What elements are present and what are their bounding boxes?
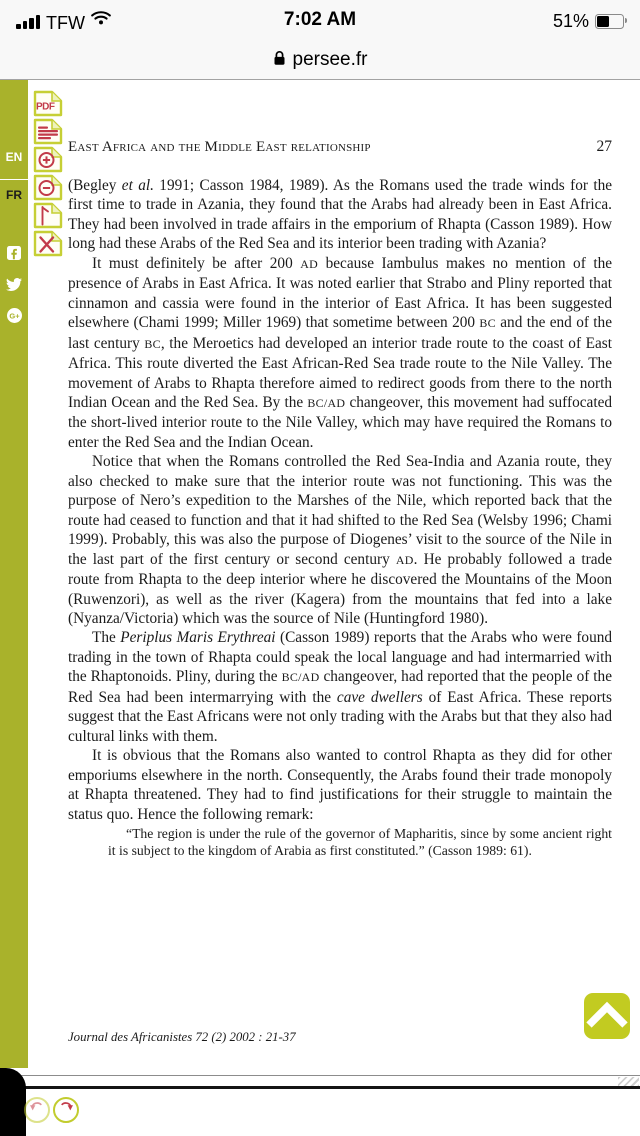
frame-divider (0, 1086, 640, 1089)
browser-chrome (0, 0, 640, 80)
zoom-out-button[interactable] (33, 174, 63, 201)
scroll-to-top-button[interactable] (584, 993, 630, 1039)
twitter-share-button[interactable] (0, 278, 28, 296)
wifi-icon (91, 10, 111, 32)
facebook-share-button[interactable] (0, 246, 28, 265)
paragraph: It must definitely be after 200 AD because Iambulus makes no mention of the presence of Arabs in East Africa. It was noted earlier that Strabo and Pliny reported that cinnamon and cassia were found in the interior of East Africa. It has been suggested elsewhere (Chami 1999; Miller 1969) that sometime between 200 BC and the end of the last century BC, the Meroetics had developed an interior trade route to the coast of East Africa. This route diverted the East African-Red Sea trade route to the Nile Valley. The movement of Arabs to Rhapta therefore aimed to redirect goods from there to the north Indian Ocean and the Red Sea. By the BC/AD changeover, this movement had suffocated the short-lived interior route to the Nile Valley, which may have required the Romans to enter the Red Sea and the Indian Ocean. (68, 254, 613, 451)
document-header (68, 138, 612, 156)
sidebar-item-lang-fr[interactable]: FR (6, 188, 22, 202)
sidebar-bottom-corner (0, 1068, 26, 1136)
lang-divider (0, 179, 28, 180)
url-bar[interactable] (0, 42, 640, 78)
rotate-right-icon (57, 1099, 75, 1122)
lock-icon (273, 50, 286, 71)
status-time: 7:02 AM (283, 9, 357, 30)
site-sidebar (0, 80, 28, 1068)
battery-percent: 51% (552, 10, 589, 31)
running-title: East Africa and the Middle East relationship (68, 139, 371, 155)
sidebar-item-lang-en[interactable]: EN (5, 150, 23, 164)
signal-bars-icon (16, 15, 40, 32)
rotate-left-button[interactable] (24, 1097, 50, 1123)
bookmark-page-button[interactable] (33, 202, 63, 229)
pdf-icon-label: PDF (36, 101, 55, 113)
pdf-download-button[interactable] (33, 90, 63, 117)
resize-grip-icon[interactable] (618, 1077, 639, 1086)
paragraph: It is obvious that the Romans also wanted to control Rhapta as they did for other emporiums elsewhere in the north. Consequently, the Arabs found their trade monopoly at Rhapta threatened. They had to find justifications for their struggle to maintain the status quo. Hence the following remark: (68, 747, 612, 823)
paragraph: Notice that when the Romans controlled the Red Sea-India and Azania route, they also checked to make sure that the interior route was not functioning. This was the purpose of Nero’s expedition to the Marshes of the Nile, which reported back that the route had ceased to function and that it had shifted to the Red Sea (Welsby 1996; Chami 1999). Probably, this was also the purpose of Diogenes’ visit to the source of the Nile in the last part of the first century or second century AD. He probably followed a trade route from Rhapta to the deep interior where he discovered the Mountains of the Moon (Ruwenzori), as well as the river (Kagera) from the mountains that fed into a lake (Nyanza/Victoria) which was the source of Nile (Huntingford 1980). (68, 453, 612, 627)
paragraph: The Periplus Maris Erythreai (Casson 1989) reports that the Arabs who were found trading in the town of Rhapta could speak the local language and had intermarried with the Rhaptonoids. Pliny, during the BC/AD changeover, had reported that the people of the Red Sea had been intermarrying with the cave dwellers of East Africa. These reports suggest that the East Africans were not only trading with the Arabs but that they also had cultural links with them. (68, 629, 613, 745)
paragraph: (Begley et al. 1991; Casson 1984, 1989). As the Romans used the trade winds for the first time to trade in Azania, they found that the Arabs had already been in East Africa. They had been involved in trade affairs in the emporium of Rhapta (Casson 1989). How long had these Arabs of the Red Sea and its interior been trading with Azania? (68, 177, 613, 253)
horizontal-scrollbar[interactable] (0, 1075, 640, 1086)
rotate-right-button[interactable] (53, 1097, 79, 1123)
status-bar (0, 0, 640, 42)
battery-icon (595, 14, 624, 29)
rotate-left-icon (28, 1099, 46, 1122)
pdf-toolbar (33, 90, 63, 257)
document-body (68, 176, 612, 860)
url-host: persee.fr (292, 49, 368, 70)
googleplus-share-button[interactable] (0, 308, 28, 328)
block-quote: “The region is under the rule of the governor of Mapharitis, since by some ancient right it is subject to the kingdom of Arabia as first constituted.” (Casson 1989: 61). (108, 825, 612, 859)
zoom-in-button[interactable] (33, 146, 63, 173)
googleplus-icon (7, 308, 22, 328)
table-of-contents-button[interactable] (33, 118, 63, 145)
chevron-up-icon (584, 991, 630, 1042)
page-number: 27 (596, 138, 612, 155)
close-viewer-button[interactable] (33, 230, 63, 257)
facebook-icon (7, 246, 21, 265)
journal-footer: Journal des Africanistes 72 (2) 2002 : 21-37 (68, 1030, 296, 1044)
twitter-icon (6, 278, 22, 296)
carrier-label: TFW (46, 13, 85, 33)
svg-text:G+: G+ (8, 311, 20, 321)
